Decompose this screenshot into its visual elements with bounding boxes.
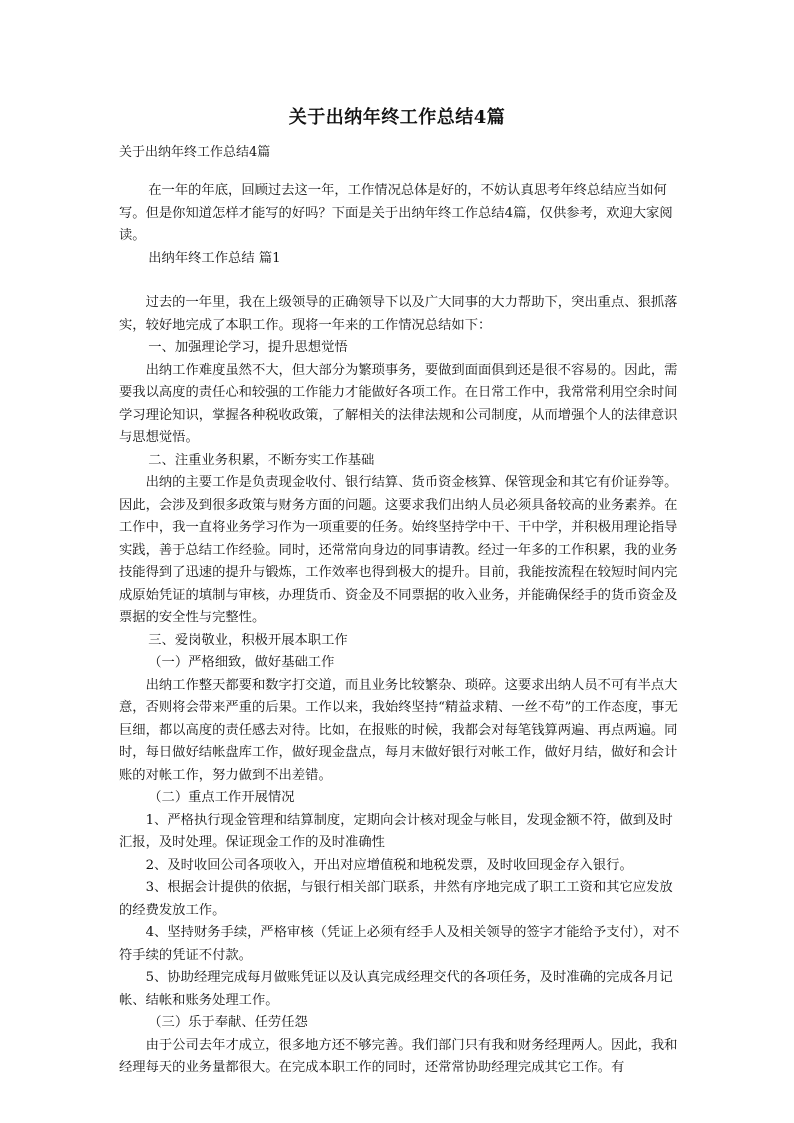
intro-paragraph: 在一年的年底，回顾过去这一年，工作情况总体是好的，不妨认真思考年终总结应当如何写。但是你知道怎样才能写的好吗？下面是关于出纳年终工作总结4篇，仅供参考，欢迎大家阅读。 <box>119 183 673 243</box>
subsection-heading: （一）严格细致，做好基础工作 <box>148 655 335 670</box>
list-item: 4、坚持财务手续，严格审核（凭证上必须有经手人及相关领导的签字才能给予支付），对不符手续的凭证不付款。 <box>119 925 680 963</box>
subsection-heading: （二）重点工作开展情况 <box>148 790 295 805</box>
list-item: 3、根据会计提供的依据，与银行相关部门联系，井然有序地完成了职工工资和其它应发放的经费发放工作。 <box>119 880 673 918</box>
body-paragraph: 由于公司去年才成立，很多地方还不够完善。我们部门只有我和财务经理两人。因此，我和经理每天的业务量都很大。在完成本职工作的同时，还常常协助经理完成其它工作。有 <box>119 1037 678 1075</box>
body-paragraph: 过去的一年里，我在上级领导的正确领导下以及广大同事的大力帮助下，突出重点、狠抓落实，较好地完成了本职工作。现将一年来的工作情况总结如下： <box>119 295 678 333</box>
list-item: 1、严格执行现金管理和结算制度，定期向会计核对现金与帐目，发现金额不符，做到及时汇报，及时处理。保证现金工作的及时准确性 <box>119 812 673 850</box>
section-heading: 出纳年终工作总结 篇1 <box>148 250 281 266</box>
body-paragraph: 出纳工作难度虽然不大，但大部分为繁琐事务，要做到面面俱到还是很不容易的。因此，需要我以高度的责任心和较强的工作能力才能做好各项工作。在日常工作中，我常常利用空余时间学习理论知识，掌握各种税收政策，了解相关的法律法规和公司制度，从而增强个人的法律意识与思想觉悟。 <box>119 362 678 445</box>
list-item: 5、协助经理完成每月做账凭证以及认真完成经理交代的各项任务，及时准确的完成各月记帐、结帐和账务处理工作。 <box>119 970 673 1008</box>
section-heading: 一、加强理论学习，提升思想觉悟 <box>148 340 348 355</box>
body-paragraph: 出纳的主要工作是负责现金收付、银行结算、货币资金核算、保管现金和其它有价证券等。因此，会涉及到很多政策与财务方面的问题。这要求我们出纳人员必须具备较高的业务素养。在工作中，我一直将业务学习作为一项重要的任务。始终坚持学中干、干中学，并积极用理论指导实践，善于总结工作经验。同时，还常常向身边的同事请教。经过一年多的工作积累，我的业务技能得到了迅速的提升与锻炼，工作效率也得到极大的提升。目前，我能按流程在较短时间内完成原始凭证的填制与审核，办理货币、资金及不同票据的收入业务，并能确保经手的货币资金及票据的安全性与完整性。 <box>119 475 678 625</box>
subsection-heading: （三）乐于奉献、任劳任怨 <box>148 1015 308 1030</box>
section-heading: 三、爱岗敬业，积极开展本职工作 <box>148 632 348 648</box>
document-subtitle: 关于出纳年终工作总结4篇 <box>119 145 271 160</box>
body-paragraph: 出纳工作整天都要和数字打交道，而且业务比较繁杂、琐碎。这要求出纳人员不可有半点大意，否则将会带来严重的后果。工作以来，我始终坚持“精益求精、一丝不苟”的工作态度，事无巨细，都以高度的责任感去对待。比如，在报账的时候，我都会对每笔钱算两遍、再点两遍。同时，每日做好结帐盘库工作，做好现金盘点，每月末做好银行对帐工作，做好月结，做好和会计账的对帐工作，努力做到不出差错。 <box>119 677 678 783</box>
list-item: 2、及时收回公司各项收入，开出对应增值税和地税发票，及时收回现金存入银行。 <box>145 857 633 873</box>
document-body <box>119 180 685 1080</box>
document-title: 关于出纳年终工作总结4篇 <box>288 107 506 128</box>
section-heading: 二、注重业务积累，不断夯实工作基础 <box>148 452 375 468</box>
